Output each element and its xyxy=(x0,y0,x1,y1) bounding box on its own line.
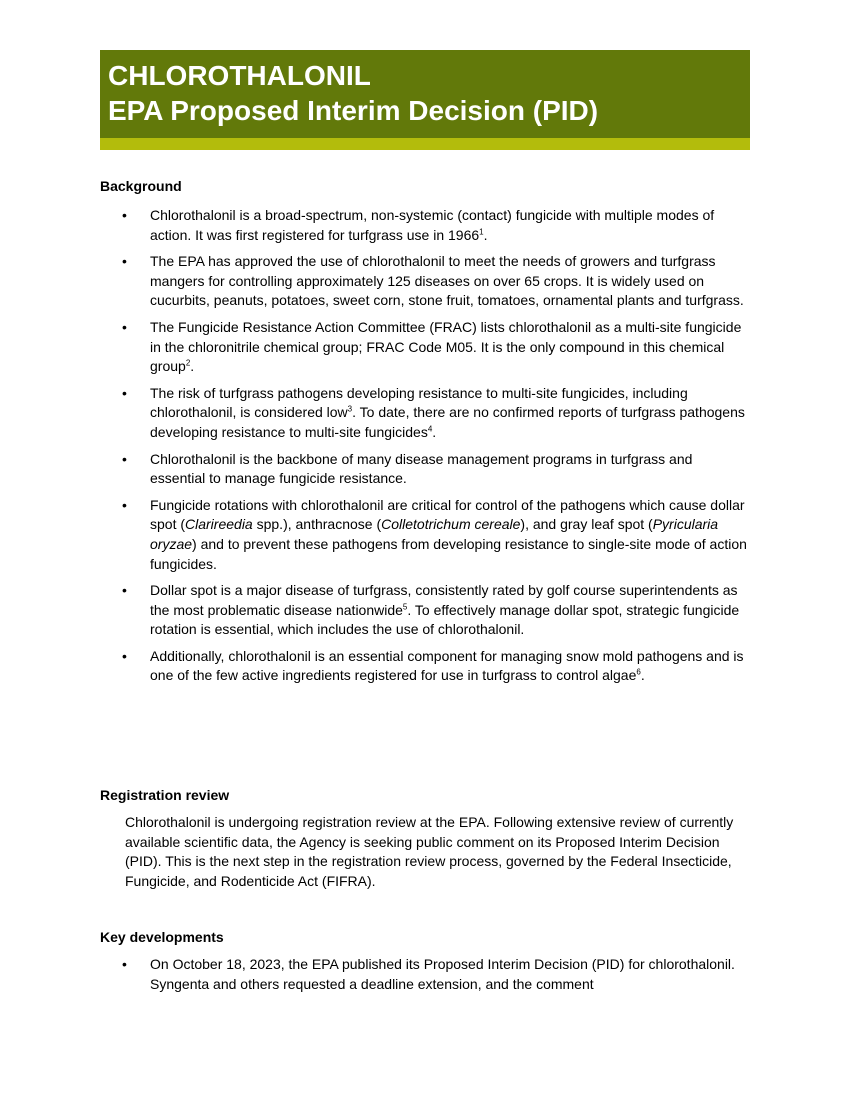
background-bullet-list xyxy=(100,206,750,693)
list-item: • The Fungicide Resistance Action Committee (FRAC) lists chlorothalonil as a multi-site fungicide in the chloronitrile chemical group; FRAC Code M05. It is the only compound in this chemical group$^2$. xyxy=(122,318,742,375)
background-heading: Background xyxy=(100,178,182,194)
pathogen-name: Clarireedia xyxy=(185,516,253,533)
document-subtitle: EPA Proposed Interim Decision (PID) xyxy=(108,95,599,126)
bullet-icon: • xyxy=(122,956,127,972)
key-developments-heading: Key developments xyxy=(100,929,224,945)
bullet-icon: • xyxy=(122,450,127,467)
document-title: CHLOROTHALONIL xyxy=(108,60,371,91)
pathogen-name: Pyricularia oryzae xyxy=(150,516,719,552)
list-item: • Dollar spot is a major disease of turfgrass, consistently rated by golf course superintendents as the most problematic disease nationwide$^5$. To effectively manage dollar spot, strategic fungicide rotation is essential, which includes the use of chlorothalonil. xyxy=(122,582,740,638)
bullet-icon: • xyxy=(122,384,127,401)
registration-review-paragraph: Chlorothalonil is undergoing registration review at the EPA. Following extensive review of currently available scientific data, the Agency is seeking public comment on its Proposed Interim Decision (PID). This is the next step in the registration review process, governed by the Federal Insecticide, Fungicide, and Rodenticide Act (FIFRA). xyxy=(125,814,734,889)
list-item: • The risk of turfgrass pathogens developing resistance to multi-site fungicides, including chlorothalonil, is considered low$^3$. To date, there are no confirmed reports of turfgrass pathogens developing resistance to multi-site fungicides$^4$. xyxy=(122,384,745,440)
title-banner xyxy=(100,50,750,138)
bullet-icon: • xyxy=(122,647,127,664)
list-item: • Chlorothalonil is a broad-spectrum, non-systemic (contact) fungicide with multiple modes of action. It was first registered for turfgrass use in 1966$^1$. xyxy=(122,207,715,243)
bullet-icon: • xyxy=(122,207,127,223)
list-item: • Fungicide rotations with chlorothalonil are critical for control of the pathogens which cause dollar spot (Clarireedia spp.), anthracnose (Colletotrichum cereale), and gray leaf spot (Pyricularia oryzae) and to prevent these pathogens from developing resistance to single-site mode of action fungicides. xyxy=(122,496,747,572)
list-item: • The EPA has approved the use of chlorothalonil to meet the needs of growers and turfgrass mangers for controlling approximately 125 diseases on over 65 crops. It is widely used on cucurbits, peanuts, potatoes, sweet corn, stone fruit, tomatoes, ornamental plants and turfgrass. xyxy=(122,253,744,309)
bullet-icon: • xyxy=(122,318,127,335)
bullet-icon: • xyxy=(122,582,127,599)
list-item: • Chlorothalonil is the backbone of many disease management programs in turfgrass and essential to manage fungicide resistance. xyxy=(122,450,693,487)
registration-review-heading: Registration review xyxy=(100,787,230,803)
list-item: • On October 18, 2023, the EPA published its Proposed Interim Decision (PID) for chlorothalonil. Syngenta and others requested a deadline extension, and the comment xyxy=(122,956,735,992)
bullet-icon: • xyxy=(122,253,127,270)
list-item: • Additionally, chlorothalonil is an essential component for managing snow mold pathogens and is one of the few active ingredients registered for use in turfgrass to control algae$^6$. xyxy=(122,647,744,684)
key-developments-bullet-list xyxy=(100,955,750,1001)
bullet-icon: • xyxy=(122,496,127,513)
banner-accent-stripe xyxy=(100,138,750,150)
pathogen-name: Colletotrichum cereale xyxy=(381,516,521,533)
